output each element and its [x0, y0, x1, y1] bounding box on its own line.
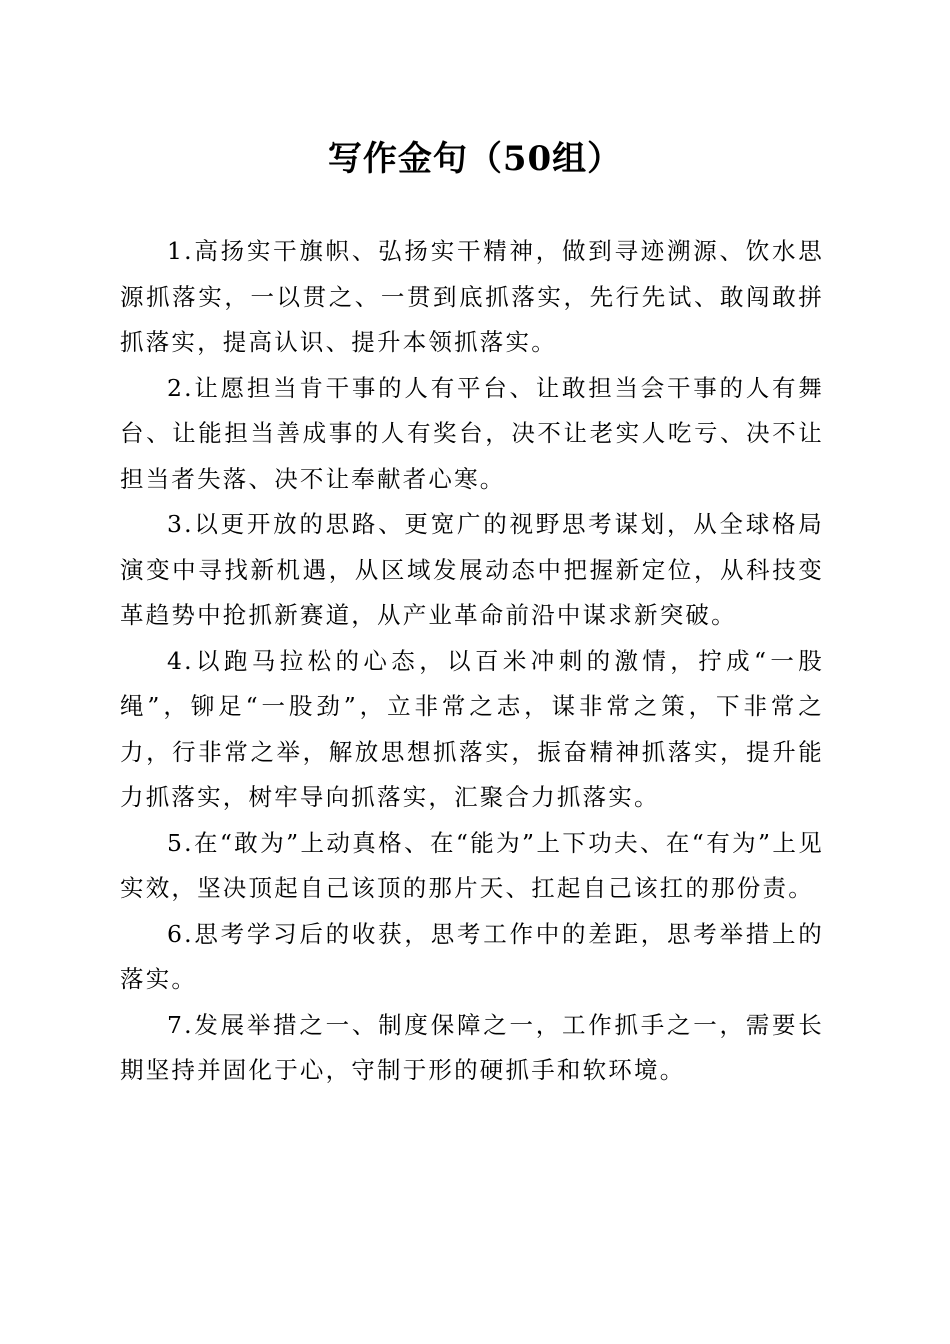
document-body	[120, 229, 824, 1094]
document-title: 写作金句（50组）	[327, 139, 623, 179]
paragraph-5: 5.在“敢为”上动真格、在“能为”上下功夫、在“有为”上见实效，坚决顶起自己该顶的那片天、扛起自己该扛的那份责。	[120, 828, 824, 902]
paragraph-3: 3.以更开放的思路、更宽广的视野思考谋划，从全球格局演变中寻找新机遇，从区域发展动态中把握新定位，从科技变革趋势中抢抓新赛道，从产业革命前沿中谋求新突破。	[120, 510, 824, 629]
paragraph-2: 2.让愿担当肯干事的人有平台、让敢担当会干事的人有舞台、让能担当善成事的人有奖台，决不让老实人吃亏、决不让担当者失落、决不让奉献者心寒。	[120, 373, 824, 493]
paragraph-1: 1.高扬实干旗帜、弘扬实干精神，做到寻迹溯源、饮水思源抓落实，一以贯之、一贯到底抓落实，先行先试、敢闯敢拼抓落实，提高认识、提升本领抓落实。	[120, 237, 824, 356]
paragraph-4: 4.以跑马拉松的心态，以百米冲刺的激情，拧成“一股绳”，铆足“一股劲”，立非常之志，谋非常之策，下非常之力，行非常之举，解放思想抓落实，振奋精神抓落实，提升能力抓落实，树牢导向抓落实，汇聚合力抓落实。	[120, 646, 824, 811]
paragraph-6: 6.思考学习后的收获，思考工作中的差距，思考举措上的落实。	[120, 919, 824, 993]
paragraph-7: 7.发展举措之一、制度保障之一，工作抓手之一，需要长期坚持并固化于心，守制于形的硬抓手和软环境。	[120, 1010, 824, 1084]
